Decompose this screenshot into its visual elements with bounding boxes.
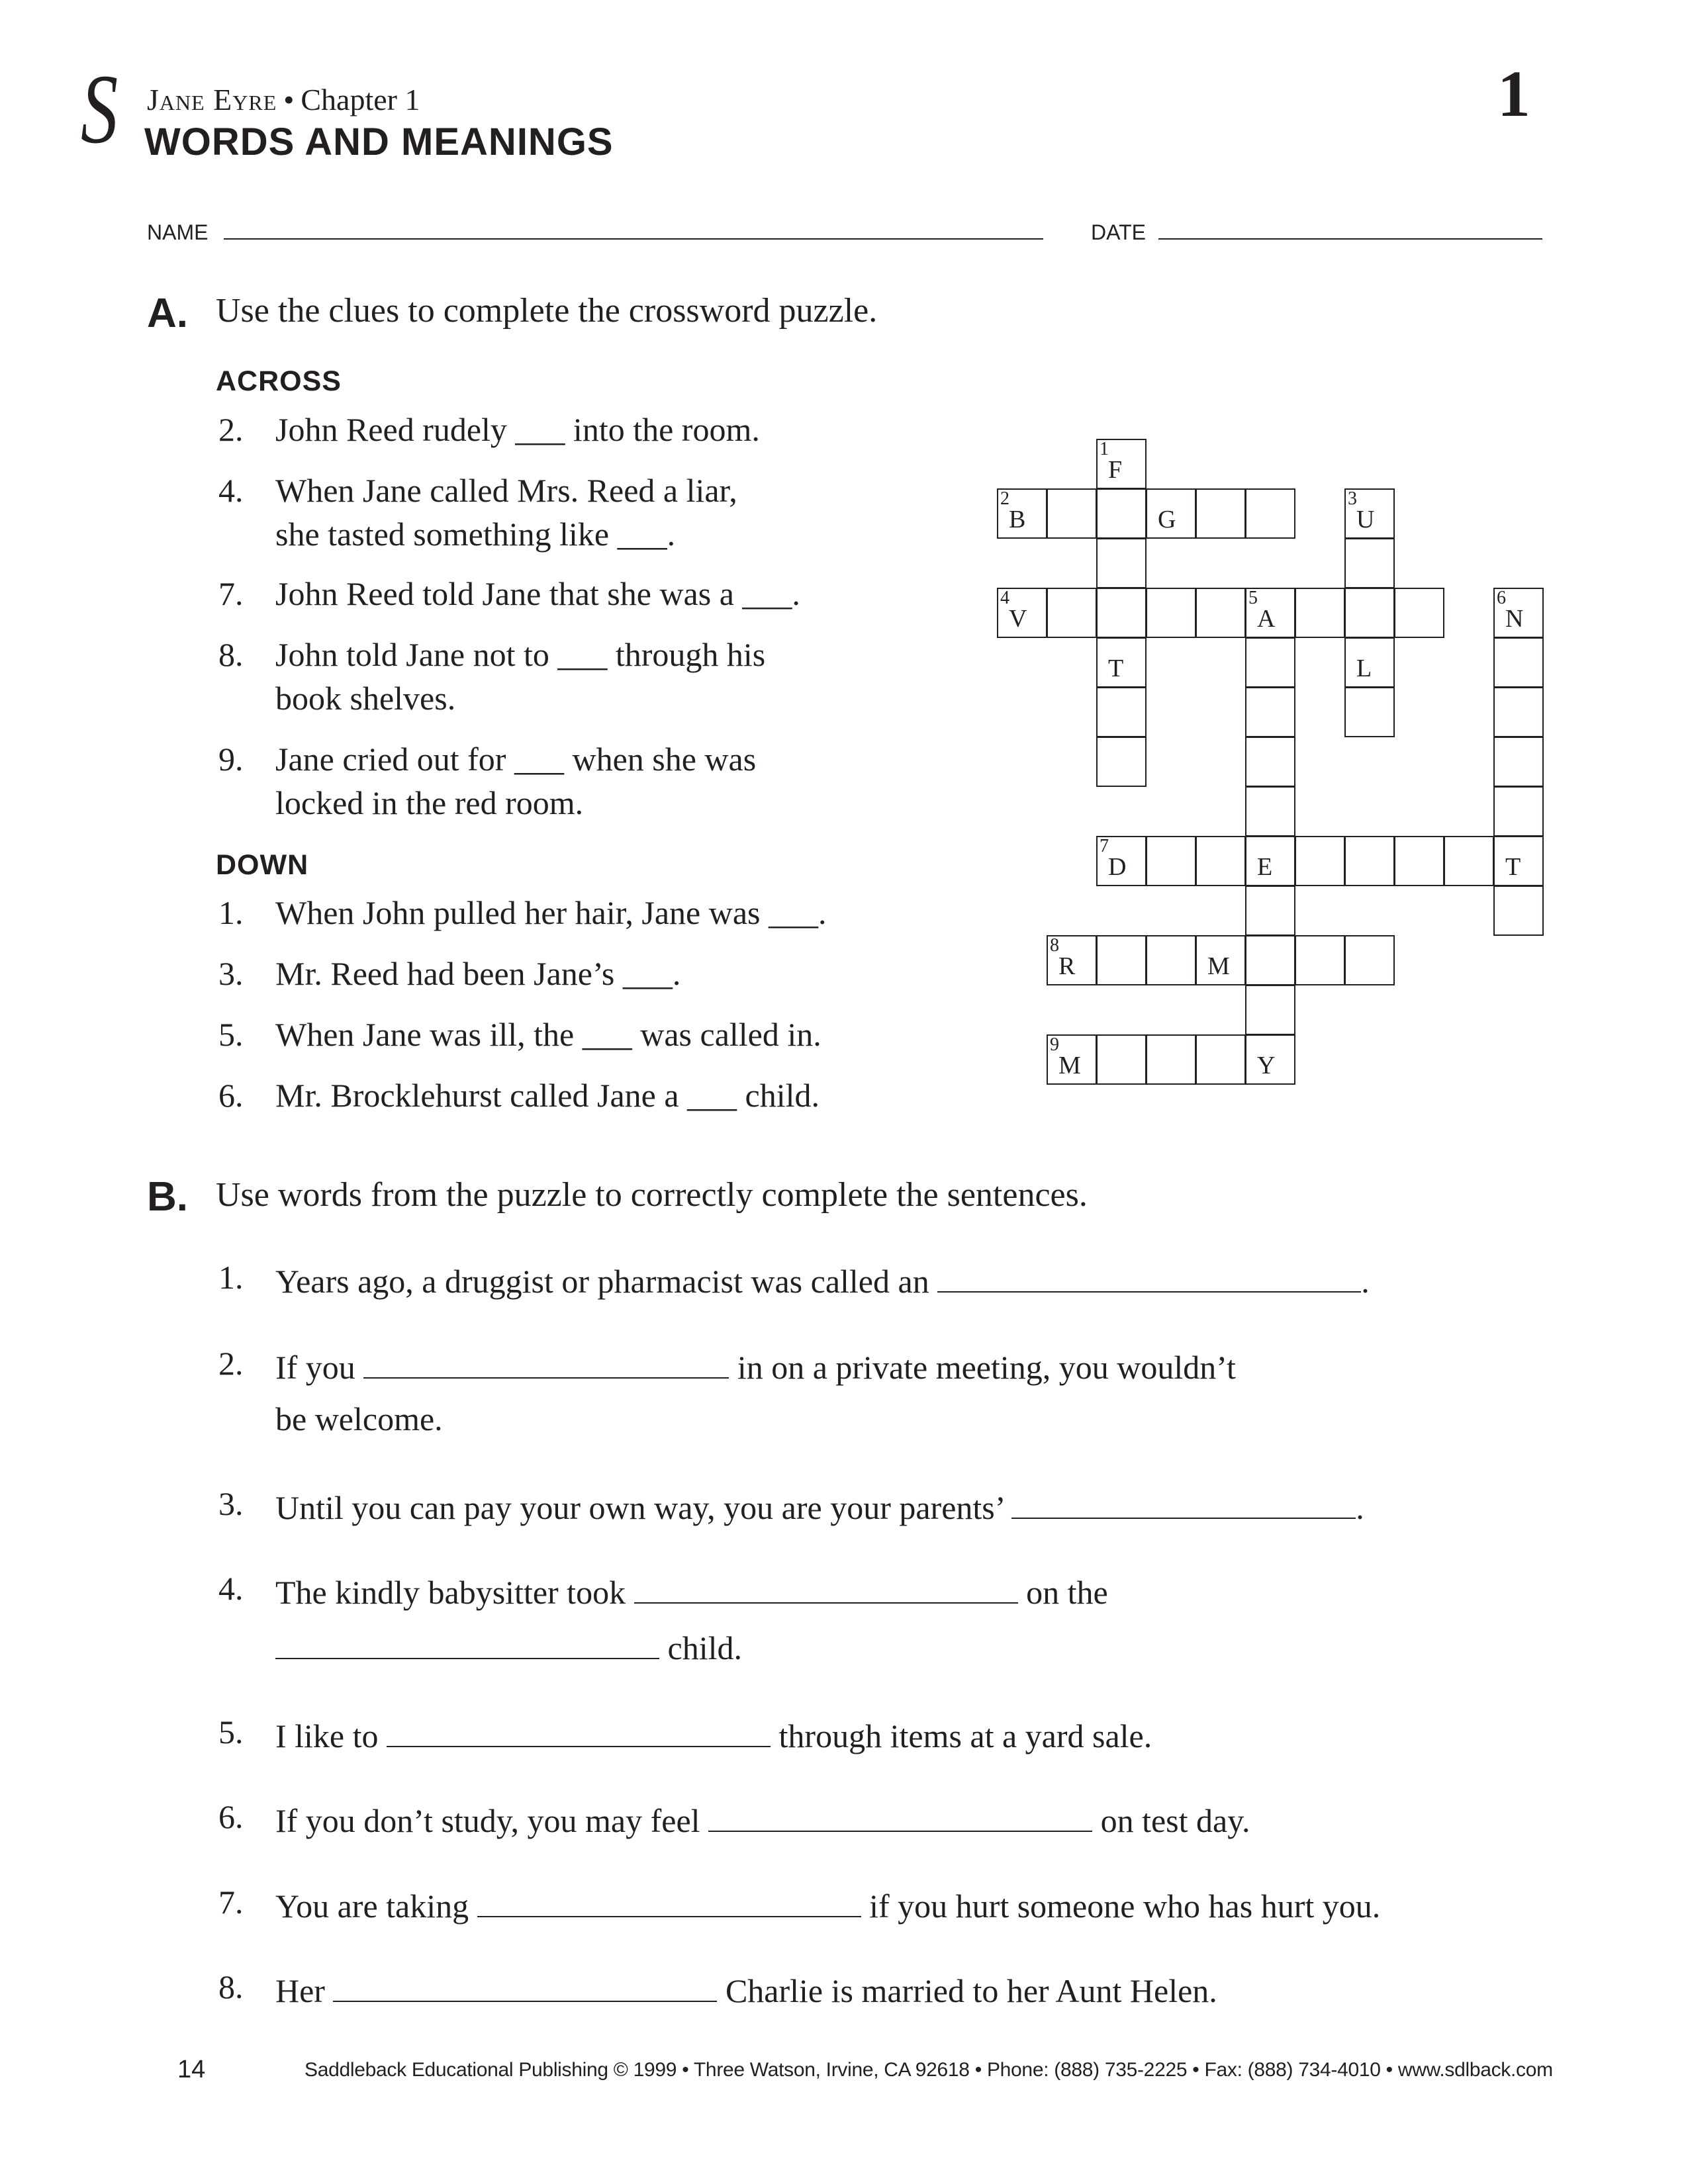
crossword-cell[interactable]: 3 U — [1344, 488, 1395, 539]
crossword-cell[interactable]: G — [1146, 488, 1196, 539]
crossword-cell[interactable] — [1295, 836, 1345, 886]
sentence-number: 3. — [218, 1485, 244, 1522]
section-b-instruction: Use words from the puzzle to correctly complete the sentences. — [216, 1176, 1088, 1214]
crossword-cell[interactable] — [1245, 637, 1295, 688]
sentence-number: 8. — [218, 1968, 244, 2005]
publisher-logo — [78, 54, 144, 164]
crossword-cell[interactable]: 2 B — [997, 488, 1047, 539]
sentence-text: Until you can pay your own way, you are your parents’ — [275, 1489, 1004, 1526]
clue-number: 7. — [218, 575, 244, 612]
sentence-text: If you don’t study, you may feel — [275, 1802, 700, 1839]
crossword-cell[interactable]: T — [1096, 637, 1147, 688]
sentence-number: 6. — [218, 1798, 244, 1835]
crossword-cell[interactable] — [1394, 588, 1444, 638]
crossword-cell[interactable] — [1493, 886, 1544, 936]
crossword-cell[interactable]: 4 V — [997, 588, 1047, 638]
publisher-line: Saddleback Educational Publishing © 1999 • Three Watson, Irvine, CA 92618 • Phone: (888) 735-2225 • Fax: (888) 734-4010 • www.sdlback.com — [305, 2059, 1553, 2081]
crossword-cell[interactable] — [1493, 786, 1544, 837]
crossword-cell[interactable] — [1096, 538, 1147, 588]
sentence-text: on the — [1026, 1574, 1108, 1611]
clue-number: 5. — [218, 1016, 244, 1053]
crossword-cell[interactable]: L — [1344, 637, 1395, 688]
crossword-cell[interactable] — [1444, 836, 1494, 886]
crossword-cell[interactable] — [1295, 935, 1345, 985]
crossword-cell[interactable] — [1493, 637, 1544, 688]
crossword-cell[interactable]: Y — [1245, 1034, 1295, 1085]
date-label: DATE — [1091, 220, 1146, 244]
answer-blank[interactable] — [477, 1886, 861, 1917]
crossword-cell[interactable] — [1196, 488, 1246, 539]
answer-blank[interactable] — [708, 1800, 1092, 1832]
clue-text: John Reed rudely ___ into the room. — [275, 411, 760, 448]
crossword-cell[interactable]: 7 D — [1096, 836, 1147, 886]
sentence-number: 4. — [218, 1570, 244, 1607]
crossword-cell[interactable] — [1245, 786, 1295, 837]
clue-number: 8. — [218, 636, 244, 673]
book-chapter-line — [147, 85, 420, 115]
clue-text: When John pulled her hair, Jane was ___. — [275, 894, 827, 931]
answer-blank[interactable] — [275, 1627, 659, 1659]
clue-text-line2: locked in the red room. — [275, 784, 584, 821]
clue-text: Mr. Reed had been Jane’s ___. — [275, 955, 681, 992]
crossword-cell[interactable] — [1245, 737, 1295, 787]
sentence-text: I like to — [275, 1717, 379, 1754]
clue-number: 1. — [218, 894, 244, 931]
crossword-cell[interactable]: 6 N — [1493, 588, 1544, 638]
section-b-letter: B. — [147, 1174, 188, 1220]
sentence-text: If you — [275, 1349, 355, 1386]
crossword-cell[interactable] — [1096, 737, 1147, 787]
down-heading: DOWN — [216, 849, 309, 881]
crossword-cell[interactable] — [1047, 588, 1097, 638]
crossword-cell[interactable]: T — [1493, 836, 1544, 886]
name-field[interactable] — [224, 238, 1043, 240]
sentence-number: 5. — [218, 1713, 244, 1751]
book-title: Jane Eyre — [147, 83, 277, 116]
crossword-cell[interactable] — [1344, 588, 1395, 638]
name-label: NAME — [147, 220, 209, 244]
sentence-text: Her — [275, 1972, 325, 2009]
crossword-cell[interactable] — [1493, 687, 1544, 737]
answer-blank[interactable] — [333, 1970, 717, 2002]
crossword-cell[interactable] — [1096, 588, 1147, 638]
crossword-cell[interactable] — [1096, 488, 1147, 539]
clue-text: John Reed told Jane that she was a ___. — [275, 575, 800, 612]
sentence-text: in on a private meeting, you wouldn’t — [737, 1349, 1236, 1386]
clue-text: When Jane was ill, the ___ was called in. — [275, 1016, 821, 1053]
answer-blank[interactable] — [387, 1715, 771, 1747]
crossword-cell[interactable] — [1096, 935, 1147, 985]
clue-number: 3. — [218, 955, 244, 992]
crossword-cell[interactable] — [1096, 687, 1147, 737]
sentence-number: 1. — [218, 1259, 244, 1296]
sentence-text: through items at a yard sale. — [778, 1717, 1152, 1754]
clue-number: 2. — [218, 411, 244, 448]
crossword-cell[interactable]: 8 R — [1047, 935, 1097, 985]
clue-text: Jane cried out for ___ when she was — [275, 741, 757, 778]
crossword-cell[interactable]: E — [1245, 836, 1295, 886]
clue-number: 9. — [218, 741, 244, 778]
sentence-number: 2. — [218, 1345, 244, 1382]
crossword-cell[interactable]: 5 A — [1245, 588, 1295, 638]
footer-page-number: 14 — [177, 2056, 206, 2083]
crossword-cell[interactable]: 1 F — [1096, 439, 1147, 489]
crossword-cell[interactable] — [1146, 588, 1196, 638]
sentence-text: Charlie is married to her Aunt Helen. — [725, 1972, 1217, 2009]
crossword-cell[interactable] — [1146, 935, 1196, 985]
clue-number: 6. — [218, 1077, 244, 1114]
crossword-cell[interactable] — [1245, 935, 1295, 985]
section-a-instruction: Use the clues to complete the crossword puzzle. — [216, 292, 878, 330]
answer-blank[interactable] — [363, 1347, 729, 1379]
title-separator: • — [283, 83, 295, 116]
crossword-cell[interactable] — [1047, 488, 1097, 539]
crossword-cell[interactable] — [1146, 1034, 1196, 1085]
crossword-cell[interactable] — [1096, 1034, 1147, 1085]
crossword-cell[interactable] — [1245, 488, 1295, 539]
sentence-number: 7. — [218, 1884, 244, 1921]
crossword-cell[interactable] — [1196, 588, 1246, 638]
sentence-text: . — [1361, 1263, 1370, 1300]
date-field[interactable] — [1158, 238, 1542, 240]
crossword-cell[interactable] — [1295, 588, 1345, 638]
answer-blank[interactable] — [1011, 1487, 1356, 1519]
crossword-cell[interactable] — [1394, 836, 1444, 886]
sentence-text: . — [1356, 1489, 1364, 1526]
clue-text-line2: book shelves. — [275, 680, 456, 717]
sentence-text: You are taking — [275, 1888, 469, 1925]
page-number: 1 — [1497, 57, 1530, 130]
crossword-cell[interactable] — [1245, 886, 1295, 936]
crossword-cell[interactable] — [1344, 538, 1395, 588]
sentence-text: on test day. — [1100, 1802, 1250, 1839]
crossword-cell[interactable] — [1344, 935, 1395, 985]
crossword-cell[interactable]: M — [1196, 935, 1246, 985]
sentence-text: The kindly babysitter took — [275, 1574, 626, 1611]
clue-text: John told Jane not to ___ through his — [275, 636, 766, 673]
answer-blank[interactable] — [634, 1572, 1018, 1604]
crossword-cell[interactable] — [1245, 687, 1295, 737]
section-a-letter: A. — [147, 291, 188, 336]
clue-number: 4. — [218, 472, 244, 509]
sheet-title: WORDS AND MEANINGS — [144, 120, 614, 163]
crossword-cell[interactable] — [1344, 836, 1395, 886]
crossword-cell[interactable] — [1344, 687, 1395, 737]
across-heading: ACROSS — [216, 365, 342, 397]
sentence-text: child. — [667, 1629, 742, 1666]
crossword-cell[interactable] — [1493, 737, 1544, 787]
crossword-cell[interactable] — [1146, 836, 1196, 886]
logo-letter: S — [81, 54, 118, 164]
clue-text: When Jane called Mrs. Reed a liar, — [275, 472, 737, 509]
chapter-label: Chapter 1 — [301, 83, 420, 116]
sentence-text: if you hurt someone who has hurt you. — [869, 1888, 1381, 1925]
clue-text-line2: she tasted something like ___. — [275, 516, 676, 553]
sentence-text: Years ago, a druggist or pharmacist was called an — [275, 1263, 929, 1300]
sentence-text-line2: be welcome. — [275, 1400, 443, 1437]
clue-text: Mr. Brocklehurst called Jane a ___ child. — [275, 1077, 820, 1114]
answer-blank[interactable] — [937, 1261, 1361, 1293]
crossword-cell[interactable]: 9 M — [1047, 1034, 1097, 1085]
crossword-cell[interactable] — [1245, 985, 1295, 1035]
crossword-cell[interactable] — [1196, 1034, 1246, 1085]
crossword-cell[interactable] — [1196, 836, 1246, 886]
